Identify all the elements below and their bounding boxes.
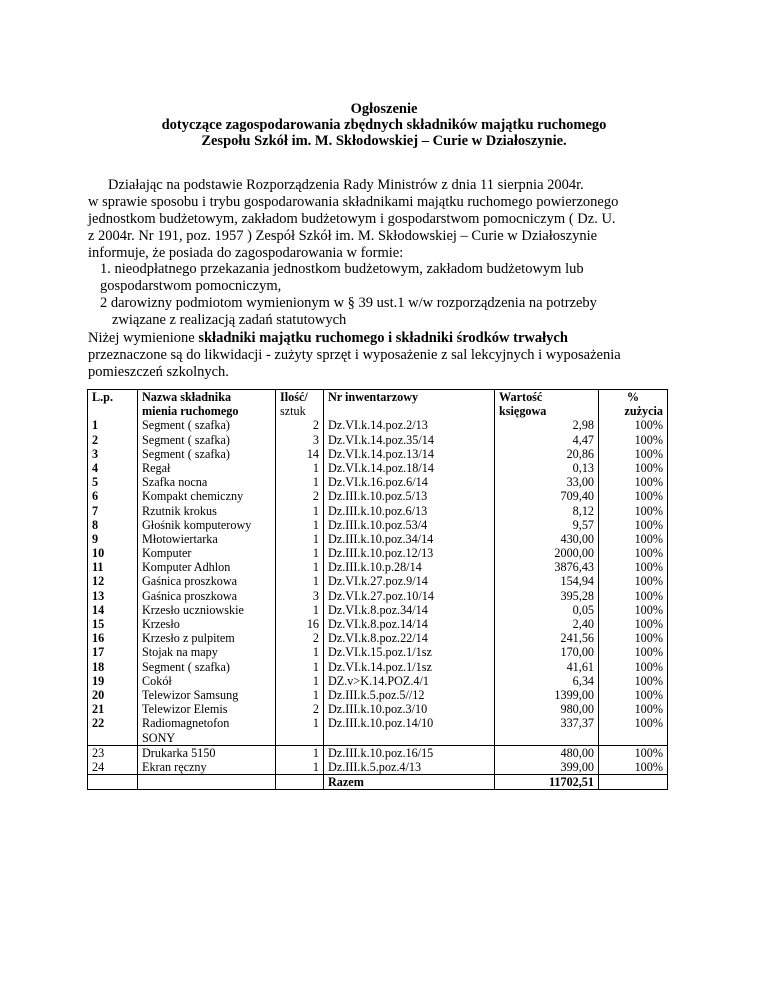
value-cell: 41,61	[566, 659, 594, 674]
value-cell: 1399,00	[554, 687, 594, 702]
pct-cell: 100%	[634, 659, 663, 674]
inv-group-2	[324, 745, 495, 774]
pct-cell: 100%	[634, 673, 663, 688]
qty-cell: 2	[312, 702, 319, 717]
name-cell: Segment ( szafka)	[142, 432, 230, 447]
value-cell: 0,13	[572, 460, 594, 475]
name-cell: Rzutnik krokus	[142, 503, 217, 518]
inv-cell: Dz.VI.k.27.poz.9/14	[328, 574, 428, 589]
name-cell: Regał	[142, 460, 171, 475]
inv-cell: Dz.III.k.10.poz.12/13	[328, 546, 434, 561]
qty-cell: 1	[312, 645, 319, 660]
lp-cell: 11	[92, 560, 104, 575]
value-cell: 2,40	[572, 617, 594, 631]
pct-cell: 100%	[634, 716, 663, 731]
intro-line: Działając na podstawie Rozporządzenia Rady Ministrów z dnia 11 sierpnia 2004r.	[108, 177, 584, 193]
inventory-table	[87, 389, 668, 790]
pct-cell: 100%	[634, 560, 663, 575]
intro-line: informuje, że posiada do zagospodarowania w formie:	[88, 245, 404, 261]
pct-cell: 100%	[634, 446, 663, 461]
header-school-name: Zespołu Szkół im. M. Skłodowskiej – Curie w Działoszynie.	[201, 133, 567, 149]
lp-cell: 10	[92, 546, 105, 561]
name-cell: Młotowiertarka	[142, 531, 218, 546]
name-cell: SONY	[142, 730, 176, 745]
inv-cell: Dz.VI.k.16.poz.6/14	[328, 475, 428, 490]
name-cell: Telewizor Samsung	[142, 687, 239, 702]
qty-cell: 3	[312, 588, 319, 603]
name-cell: Gaśnica proszkowa	[142, 588, 238, 603]
inv-cell: Dz.VI.k.15.poz.1/1sz	[328, 645, 432, 660]
column-book-value: Wartość księgowa 2,98 4,47 20,86 0,13 33,00 709,40 8,12 9,57 430,00 2000,00 3876,43 154,94 395,28 0,05 2,40 241,56 170,00 41,61 6,34 1399,00 980,00 337,37	[495, 390, 599, 746]
lp-cell: 3	[92, 446, 99, 461]
value-group-2	[495, 745, 599, 774]
lp-cell: 1	[92, 418, 99, 433]
liquidation-line: Niżej wymienione składniki majątku ruchomego i składniki środków trwałych	[88, 330, 568, 346]
intro-line: z 2004r. Nr 191, poz. 1957 ) Zespół Szkół im. M. Skłodowskiej – Curie w Działoszynie	[88, 228, 598, 244]
name-cell: Komputer	[142, 546, 192, 561]
inv-cell: Dz.III.k.10.poz.53/4	[328, 517, 428, 532]
pct-cell: 100%	[634, 645, 663, 660]
qty-cell: 2	[312, 489, 319, 504]
inv-cell: Dz.III.k.10.p.28/14	[328, 560, 422, 575]
value-cell: 6,34	[572, 673, 594, 688]
lp-cell: 13	[92, 588, 105, 603]
value-cell: 2,98	[572, 418, 594, 433]
value-cell: 0,05	[572, 602, 594, 617]
lp-cell: 7	[92, 503, 99, 518]
inv-cell: Dz.VI.k.8.poz.14/14	[328, 617, 428, 631]
name-cell: Komputer Adhlon	[142, 560, 231, 575]
inv-cell: Dz.VI.k.14.poz.13/14	[328, 446, 434, 461]
value-cell: 399,00	[560, 759, 594, 774]
qty-cell: 1	[312, 687, 319, 702]
value-cell: 20,86	[566, 446, 594, 461]
inv-cell: Dz.III.k.10.poz.5/13	[328, 489, 428, 504]
qty-cell: 2	[312, 631, 319, 646]
name-cell: Segment ( szafka)	[142, 446, 230, 461]
qty-cell: 2	[312, 418, 319, 433]
name-cell: Radiomagnetofon	[142, 716, 230, 731]
name-cell: Drukarka 5150	[142, 745, 216, 760]
inv-cell: Dz.VI.k.14.poz.1/1sz	[328, 659, 432, 674]
lp-cell: 24	[92, 759, 105, 774]
option-text-cont: związane z realizacją zadań statutowych	[112, 312, 347, 328]
announcement-header	[0, 101, 768, 149]
value-cell: 480,00	[560, 745, 594, 760]
name-cell: Krzesło uczniowskie	[142, 602, 244, 617]
pct-group-2	[599, 745, 668, 774]
name-cell: Kompakt chemiczny	[142, 489, 244, 504]
lp-cell: 18	[92, 659, 105, 674]
value-cell: 8,12	[572, 503, 594, 518]
name-cell: Telewizor Elemis	[142, 702, 228, 717]
name-cell: Segment ( szafka)	[142, 659, 230, 674]
qty-cell: 1	[312, 602, 319, 617]
qty-group-2	[276, 745, 324, 774]
intro-line: w sprawie sposobu i trybu gospodarowania składnikami majątku ruchomego powierzonego	[88, 194, 619, 210]
qty-cell: 1	[312, 503, 319, 518]
inv-cell: DZ.v>K.14.POZ.4/1	[328, 673, 429, 688]
lp-cell: 2	[92, 432, 99, 447]
column-qty: Ilość/ sztuk 2 3 14 1 1 2 1 1 1 1 1 1 3 1 16 2 1 1 1 1 2 1	[276, 390, 324, 746]
liquidation-line: przeznaczone są do likwidacji - zużyty sprzęt i wyposażenie z sal lekcyjnych i wyposażenia	[88, 347, 621, 363]
header-subtitle: dotyczące zagospodarowania zbędnych składników majątku ruchomego	[161, 117, 607, 133]
inv-cell: Dz.III.k.10.poz.16/15	[328, 745, 434, 760]
name-cell: Ekran ręczny	[142, 759, 207, 774]
value-cell: 709,40	[560, 489, 594, 504]
pct-cell: 100%	[634, 702, 663, 717]
qty-cell: 1	[312, 560, 319, 575]
pct-cell: 100%	[634, 475, 663, 490]
inv-cell: Dz.VI.k.27.poz.10/14	[328, 588, 434, 603]
qty-cell: 1	[312, 531, 319, 546]
inv-cell: Dz.VI.k.8.poz.34/14	[328, 602, 428, 617]
column-inventory-number: Nr inwentarzowy Dz.VI.k.14.poz.2/13 Dz.VI.k.14.poz.35/14 Dz.VI.k.14.poz.13/14 Dz.VI.k.14.poz.18/14 Dz.VI.k.16.poz.6/14 Dz.III.k.10.poz.5/13 Dz.III.k.10.poz.6/13 Dz.III.k.10.poz.53/4 Dz.III.k.10.poz.34/14 Dz.III.k.10.poz.12/13 Dz.III.k.10.p.28/14 Dz.VI.k.27.poz.9/14 Dz.VI.k.27.poz.10/14 Dz.VI.k.8.poz.34/14 Dz.VI.k.8.poz.14/14 Dz.VI.k.8.poz.22/14 Dz.VI.k.15.poz.1/1sz Dz.VI.k.14.poz.1/1sz DZ.v>K.14.POZ.4/1 Dz.III.k.5.poz.5//12 Dz.III.k.10.poz.3/10 Dz.III.k.10.poz.14/10	[324, 390, 495, 746]
lp-cell: 14	[92, 602, 105, 617]
lp-cell: 9	[92, 531, 99, 546]
value-cell: 395,28	[560, 588, 594, 603]
inv-cell: Dz.III.k.10.poz.14/10	[328, 716, 434, 731]
lp-cell: 20	[92, 687, 105, 702]
inv-cell: Dz.III.k.10.poz.6/13	[328, 503, 428, 518]
inv-cell: Dz.VI.k.14.poz.2/13	[328, 418, 428, 433]
pct-cell: 100%	[634, 631, 663, 646]
inv-cell: Dz.VI.k.14.poz.35/14	[328, 432, 434, 447]
pct-cell: 100%	[634, 503, 663, 518]
value-cell: 154,94	[560, 574, 594, 589]
inv-cell: Dz.III.k.5.poz.5//12	[328, 687, 425, 702]
pct-cell: 100%	[634, 489, 663, 504]
qty-cell: 1	[312, 546, 319, 561]
name-cell: Szafka nocna	[142, 475, 208, 490]
qty-cell: 1	[312, 716, 319, 731]
lp-cell: 16	[92, 631, 105, 646]
pct-cell: 100%	[634, 418, 663, 433]
options-list	[100, 261, 684, 329]
option-text: 2 darowizny podmiotom wymienionym w § 39 ust.1 w/w rozporządzenia na potrzeby	[100, 295, 597, 311]
pct-cell: 100%	[634, 602, 663, 617]
lp-cell: 15	[92, 617, 105, 631]
name-group-2	[138, 745, 276, 774]
lp-cell: 17	[92, 645, 105, 660]
intro-paragraph	[88, 177, 682, 262]
inv-cell: Dz.III.k.10.poz.34/14	[328, 531, 434, 546]
lp-cell: 19	[92, 673, 105, 688]
option-text: 1. nieodpłatnego przekazania jednostkom budżetowym, zakładom budżetowym lub	[100, 261, 584, 277]
name-cell: Cokół	[142, 673, 172, 688]
value-cell: 9,57	[572, 517, 594, 532]
name-cell: Segment ( szafka)	[142, 418, 230, 433]
name-cell: Stojak na mapy	[142, 645, 218, 660]
liquidation-line: pomieszczeń szkolnych.	[88, 364, 229, 380]
pct-cell: 100%	[634, 432, 663, 447]
value-cell: 430,00	[560, 531, 594, 546]
pct-cell: 100%	[634, 759, 663, 774]
qty-cell: 1	[312, 460, 319, 475]
column-wear-percent: % zużycia 100% 100% 100% 100% 100% 100% 100% 100% 100% 100% 100% 100% 100% 100% 100% 100% 100% 100% 100% 100% 100% 100%	[599, 390, 668, 746]
pct-cell: 100%	[634, 574, 663, 589]
pct-cell: 100%	[634, 588, 663, 603]
inv-cell: Dz.III.k.5.poz.4/13	[328, 759, 422, 774]
value-cell: 170,00	[560, 645, 594, 660]
total-row	[88, 775, 668, 790]
header-title: Ogłoszenie	[350, 101, 418, 117]
value-cell: 4,47	[572, 432, 594, 447]
value-cell: 241,56	[560, 631, 594, 646]
total-value: 11702,51	[495, 775, 599, 790]
option-item-1	[100, 261, 684, 295]
qty-cell: 3	[312, 432, 319, 447]
liquidation-paragraph	[88, 330, 682, 381]
name-cell: Krzesło	[142, 617, 180, 631]
pct-cell: 100%	[634, 531, 663, 546]
qty-cell: 1	[312, 659, 319, 674]
qty-cell: 1	[312, 517, 319, 532]
table-row-group-2	[88, 745, 668, 774]
option-item-2	[100, 295, 684, 329]
qty-cell: 14	[306, 446, 319, 461]
value-cell: 980,00	[560, 702, 594, 717]
table-header-row	[88, 390, 668, 746]
lp-cell: 8	[92, 517, 99, 532]
value-cell: 33,00	[566, 475, 594, 490]
name-cell: Głośnik komputerowy	[142, 517, 252, 532]
value-cell: 337,37	[560, 716, 594, 731]
pct-cell: 100%	[634, 460, 663, 475]
qty-cell: 16	[306, 617, 319, 631]
option-text-cont: gospodarstwom pomocniczym,	[100, 278, 282, 294]
total-label: Razem	[324, 775, 495, 790]
lp-cell: 21	[92, 702, 105, 717]
column-name: Nazwa składnika mienia ruchomego Segment ( szafka) Segment ( szafka) Segment ( szafka) Regał Szafka nocna Kompakt chemiczny Rzutnik krokus Głośnik komputerowy Młotowiertarka Komputer Komputer Adhlon Gaśnica proszkowa Gaśnica proszkowa Krzesło uczniowskie Krzesło Krzesło z pulpitem Stojak na mapy Segment ( szafka) Cokół Telewizor Samsung Telewizor Elemis Radiomagnetofon SONY	[138, 390, 276, 746]
pct-cell: 100%	[634, 687, 663, 702]
lp-group-2	[88, 745, 138, 774]
lp-cell: 6	[92, 489, 99, 504]
header-lp: L.p. 1 2 3 4 5 6 7 8 9 10 11 12 13 14 15 16 17 18 19 20 21 22	[88, 390, 138, 746]
qty-cell: 1	[312, 475, 319, 490]
name-cell: Krzesło z pulpitem	[142, 631, 235, 646]
inv-cell: Dz.III.k.10.poz.3/10	[328, 702, 428, 717]
pct-cell: 100%	[634, 546, 663, 561]
value-cell: 3876,43	[554, 560, 594, 575]
intro-line: jednostkom budżetowym, zakładom budżetowym i gospodarstwom pomocniczym ( Dz. U.	[88, 211, 616, 227]
pct-cell: 100%	[634, 745, 663, 760]
lp-cell: 5	[92, 475, 99, 490]
inv-cell: Dz.VI.k.14.poz.18/14	[328, 460, 434, 475]
lp-cell: 4	[92, 460, 99, 475]
name-cell: Gaśnica proszkowa	[142, 574, 238, 589]
pct-cell: 100%	[634, 517, 663, 532]
qty-cell: 1	[312, 673, 319, 688]
qty-cell: 1	[312, 745, 319, 760]
pct-cell: 100%	[634, 617, 663, 631]
qty-cell: 1	[312, 759, 319, 774]
lp-cell: 23	[92, 745, 105, 760]
value-cell: 2000,00	[554, 546, 594, 561]
lp-cell: 22	[92, 716, 105, 731]
lp-cell: 12	[92, 574, 105, 589]
qty-cell: 1	[312, 574, 319, 589]
inv-cell: Dz.VI.k.8.poz.22/14	[328, 631, 428, 646]
